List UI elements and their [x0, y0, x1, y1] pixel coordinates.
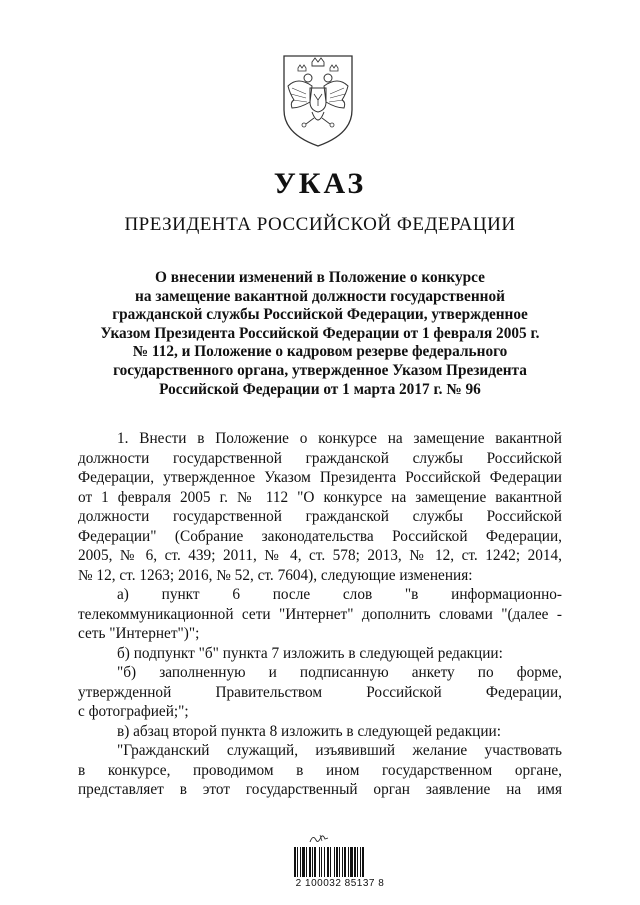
barcode-bar [334, 847, 335, 877]
barcode-bar [312, 847, 313, 877]
decree-body [78, 429, 562, 800]
barcode-bar [362, 847, 364, 877]
barcode-bar [294, 847, 296, 877]
barcode-bar [342, 847, 343, 877]
heading-line: Российской Федерации от 1 марта 2017 г. № 96 [159, 380, 481, 398]
heading-line: государственного органа, утвержденное Указом Президента [113, 361, 527, 379]
barcode-bar [350, 847, 353, 877]
body-line: должности государственной гражданской службы Российской [78, 508, 562, 525]
body-line: "Гражданский служащий, изъявивший желание участвовать [117, 742, 562, 759]
body-line: телекоммуникационной сети "Интернет" дополнить словами "(далее - [78, 605, 562, 623]
decree-heading [78, 269, 562, 399]
body-line: Федерации" (Собрание законодательства Российской Федерации, [78, 527, 562, 545]
barcode-bar [360, 847, 361, 877]
body-line: а) пункт 6 после слов "в информационно- [117, 586, 562, 603]
body-line: б) подпункт "б" пункта 7 изложить в следующей редакции: [117, 644, 503, 662]
barcode-bar [330, 847, 331, 877]
heading-line: на замещение вакантной должности государственной [135, 287, 505, 305]
barcode-bar [344, 847, 346, 877]
body-line: Федерации, утвержденное Указом Президента Российской Федерации [78, 469, 562, 486]
barcode-bar [357, 847, 358, 877]
heading-line: Указом Президента Российской Федерации от 1 февраля 2005 г. [100, 324, 540, 342]
barcode-bar [327, 847, 329, 877]
body-line: сеть "Интернет")"; [78, 625, 200, 642]
barcode-bar [314, 847, 316, 877]
body-line: утвержденной Правительством Российской Федерации, [78, 683, 562, 701]
barcode-bar [309, 847, 311, 877]
body-line: с фотографией;"; [78, 703, 189, 720]
barcode-bar [336, 847, 338, 877]
body-line: 2005, № 6, ст. 439; 2011, № 4, ст. 578; 2013, № 12, ст. 1242; 2014, [78, 547, 562, 564]
barcode-bar [354, 847, 356, 877]
barcode-bar [339, 847, 340, 877]
heading-line: О внесении изменений в Положение о конкурсе [155, 269, 485, 286]
barcode-bar [297, 847, 298, 877]
signature-mark [306, 833, 336, 845]
heading-line: № 112, и Положение о кадровом резерве федерального [132, 343, 508, 361]
barcode-bar [300, 847, 301, 877]
barcode-bar [348, 847, 349, 877]
barcode-bar [321, 847, 322, 877]
barcode-number: 2 100032 85137 8 [295, 878, 385, 889]
body-line: от 1 февраля 2005 г. № 112 "О конкурсе на замещение вакантной [78, 488, 562, 506]
barcode [293, 847, 388, 877]
document-subtitle: ПРЕЗИДЕНТА РОССИЙСКОЙ ФЕДЕРАЦИИ [124, 214, 516, 235]
document-title: УКАЗ [273, 167, 367, 200]
body-line: 1. Внести в Положение о конкурсе на замещение вакантной [117, 430, 562, 447]
body-line: "б) заполненную и подписанную анкету по форме, [117, 664, 562, 681]
coat-of-arms-emblem [276, 52, 360, 148]
body-line: представляет в этот государственный орган заявление на имя [78, 781, 562, 798]
body-line: № 12, ст. 1263; 2016, № 52, ст. 7604), следующие изменения: [78, 566, 473, 584]
body-line: в конкурсе, проводимом в ином государственном органе, [78, 761, 562, 779]
body-line: в) абзац второй пункта 8 изложить в следующей редакции: [117, 722, 501, 740]
barcode-bar [306, 847, 307, 877]
barcode-bar [302, 847, 305, 877]
barcode-bar [324, 847, 325, 877]
body-line: должности государственной гражданской службы Российской [78, 449, 562, 467]
barcode-bar [319, 847, 320, 877]
heading-line: гражданской службы Российской Федерации, утвержденное [112, 306, 528, 324]
